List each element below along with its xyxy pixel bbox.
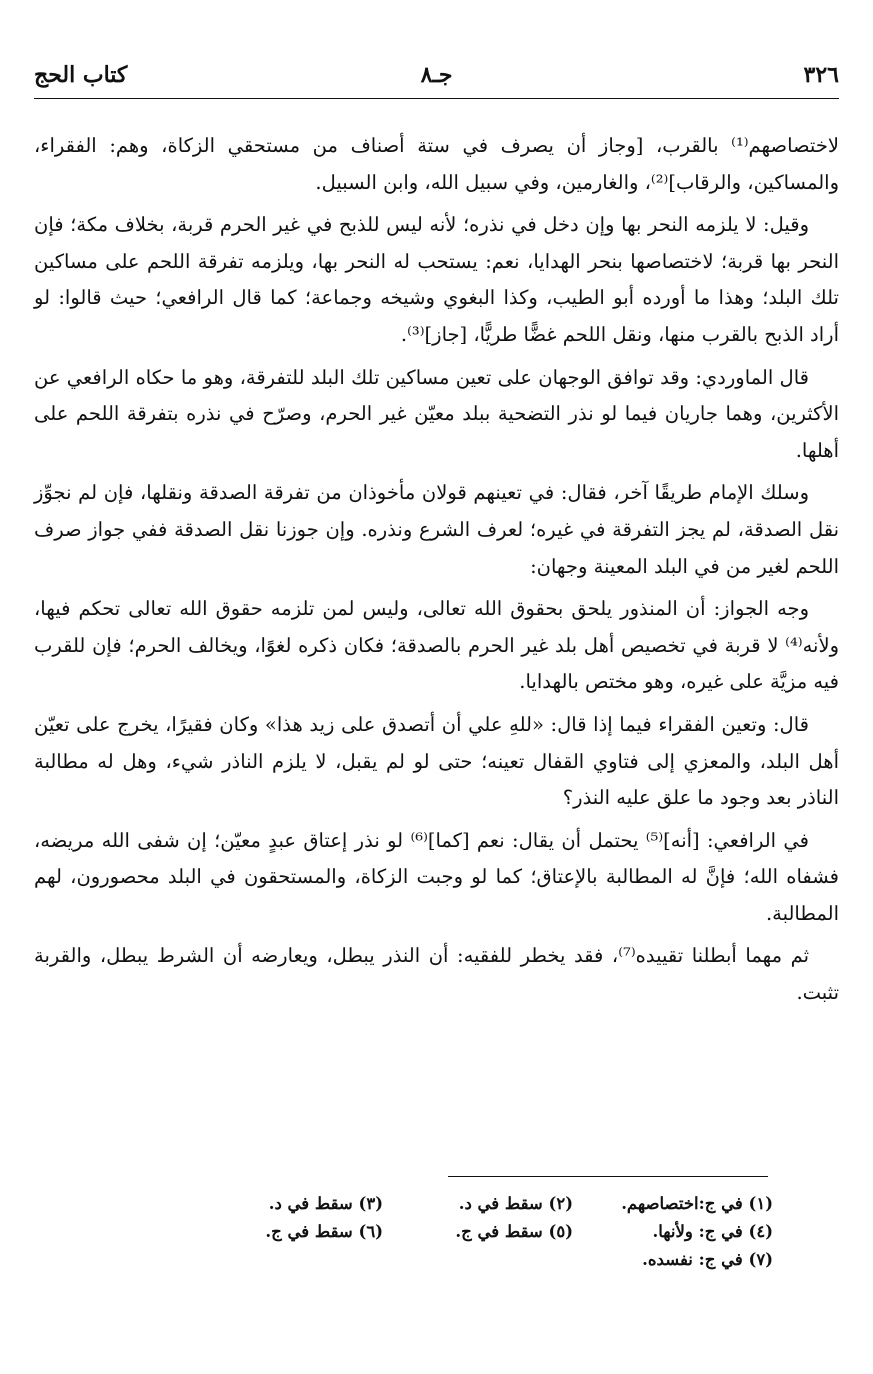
header-divider <box>34 98 839 99</box>
footnote: (٢) سقط في د. <box>458 1194 573 1213</box>
footnote: (٦) سقط في ج. <box>265 1222 383 1241</box>
paragraph: ثم مهما أبطلنا تقييده⁽⁷⁾، فقد يخطر للفقيه: أن النذر يبطل، ويعارضه أن الشرط يبطل، والقربة تثبت. <box>34 944 839 1005</box>
footnote: (٤) في ج: ولأنها. <box>652 1222 773 1241</box>
page-number: ٣٢٦ <box>803 62 839 88</box>
paragraph: وقيل: لا يلزمه النحر بها وإن دخل في نذره؛ لأنه ليس للذبح في غير الحرم قربة، بخلاف مكة؛ فإن النحر بها قربة؛ لاختصاصها بنحر الهدايا، نعم: يستحب له النحر بها، ويلزمه تفرقة اللحم على مساكين تلك البلد؛ وهذا ما أورده أبو الطيب، وكذا البغوي وشيخه وجماعة؛ كما قال الرافعي؛ حيث قالوا: لو أراد الذبح بالقرب منها، ونقل اللحم غضًّا طريًّا، [جاز]⁽³⁾. <box>34 213 839 346</box>
paragraph: في الرافعي: [أنه]⁽⁵⁾ يحتمل أن يقال: نعم [كما]⁽⁶⁾ لو نذر إعتاق عبدٍ معيّن؛ إن شفى الله مريضه، فشفاه الله؛ فإنَّ له المطالبة بالإعتاق؛ كما لو وجبت الزكاة، والمستحقون في البلد محصورون، لهم المطالبة. <box>34 828 839 925</box>
footnote: (٣) سقط في د. <box>268 1194 383 1213</box>
footnote: (١) في ج:اختصاصهم. <box>621 1194 773 1213</box>
paragraph: لاختصاصهم⁽¹⁾ بالقرب، [وجاز أن يصرف في ستة أصناف من مستحقي الزكاة، وهم: الفقراء، والمساكين، والرقاب]⁽²⁾، والغارمين، وفي سبيل الله، وابن السبيل. <box>34 134 839 194</box>
running-header <box>34 58 839 94</box>
paragraph: وسلك الإمام طريقًا آخر، فقال: في تعينهم قولان مأخوذان من تفرقة الصدقة ونقلها، فإن لم نجوِّز نقل الصدقة، لم يجز التفرقة في غيره؛ لعرف الشرع ونذره. وإن جوزنا نقل الصدقة ففي جواز صرف اللحم لغير من في البلد المعينة وجهان: <box>34 481 839 578</box>
footnote-row <box>34 1190 773 1218</box>
footnotes <box>34 1190 773 1274</box>
footnote: (٥) سقط في ج. <box>455 1222 573 1241</box>
footnote-divider <box>448 1176 768 1177</box>
footnote-row <box>34 1218 773 1246</box>
volume-label: جـ٨ <box>420 62 453 88</box>
footnote-row <box>34 1246 773 1274</box>
main-text <box>34 128 839 1012</box>
paragraph: قال الماوردي: وقد توافق الوجهان على تعين مساكين تلك البلد للتفرقة، وهو ما حكاه الرافعي عن الأكثرين، وهما جاريان فيما لو نذر التضحية ببلد معيّن غير الحرم، وصرّح في نذره بتفرقة اللحم على أهلها. <box>34 365 839 462</box>
paragraph: قال: وتعين الفقراء فيما إذا قال: «للهِ علي أن أتصدق على زيد هذا» وكان فقيرًا، يخرج على تعيّن أهل البلد، والمعزي إلى فتاوي القفال تعينه؛ حتى لو لم يقبل، لا يلزم الناذر شيء، وهل له مطالبة الناذر بعد وجود ما علق عليه النذر؟ <box>34 712 839 810</box>
book-title: كتاب الحج <box>34 62 128 88</box>
footnote: (٧) في ج: نفسده. <box>642 1250 773 1269</box>
paragraph: وجه الجواز: أن المنذور يلحق بحقوق الله تعالى، وليس لمن تلزمه حقوق الله تعالى تحكم فيها، ولأنه⁽⁴⁾ لا قربة في تخصيص أهل بلد غير الحرم بالصدقة؛ فكان ذكره لغوًا، ويخالف الحرم؛ فإن للقرب فيه مزيَّة على غيره، وهو مختص بالهدايا. <box>34 597 839 694</box>
